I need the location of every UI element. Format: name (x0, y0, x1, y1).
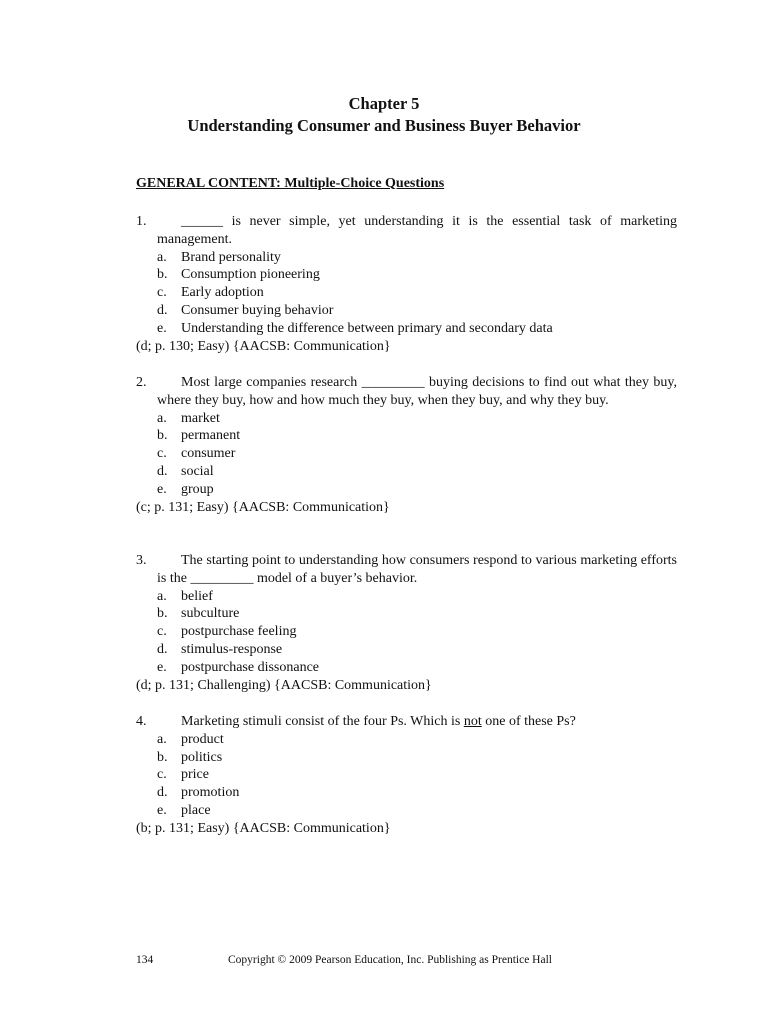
option-e (136, 659, 677, 677)
option-d (136, 302, 677, 320)
option-d (136, 641, 677, 659)
option-letter: a. (157, 410, 167, 426)
question-4 (136, 713, 677, 838)
option-text: Consumer buying behavior (181, 302, 334, 318)
question-2 (136, 374, 677, 516)
question-text-part: one of these Ps? (481, 714, 576, 729)
option-text: belief (181, 588, 213, 604)
page-number: 134 (136, 954, 154, 966)
option-b (136, 427, 677, 445)
option-a (136, 731, 677, 749)
option-letter: c. (157, 624, 167, 640)
option-letter: c. (157, 285, 167, 301)
option-e (136, 802, 677, 820)
option-letter: d. (157, 785, 168, 801)
option-text: consumer (181, 446, 236, 462)
copyright-notice: Copyright © 2009 Pearson Education, Inc. Publishing as Prentice Hall (228, 954, 552, 966)
option-letter: b. (157, 428, 168, 444)
option-letter: c. (157, 446, 167, 462)
option-text: Early adoption (181, 285, 264, 301)
answer-key: (d; p. 131; Challenging) {AACSB: Communication} (136, 677, 432, 693)
option-e (136, 481, 677, 499)
option-text: price (181, 767, 209, 783)
option-text: stimulus-response (181, 641, 283, 657)
option-letter: a. (157, 249, 167, 265)
option-text: Understanding the difference between primary and secondary data (181, 320, 553, 336)
question-stem (136, 374, 677, 410)
option-text: product (181, 731, 224, 747)
option-a (136, 249, 677, 267)
question-number: 3. (136, 553, 147, 568)
answer-key: (b; p. 131; Easy) {AACSB: Communication} (136, 820, 391, 836)
option-letter: a. (157, 731, 167, 747)
question-text: ______ is never simple, yet understanding it is the essential task of marketing management. (157, 214, 677, 247)
option-text: Consumption pioneering (181, 267, 320, 283)
option-letter: d. (157, 302, 168, 318)
option-letter: c. (157, 767, 167, 783)
question-text: Most large companies research _________ buying decisions to find out what they buy, where they buy, how and how much they buy, when they buy, and why they buy. (157, 375, 677, 408)
question-number: 2. (136, 375, 147, 390)
option-text: politics (181, 749, 223, 765)
option-text: postpurchase dissonance (181, 659, 320, 675)
question-stem (136, 713, 677, 731)
question-stem (136, 552, 677, 588)
option-letter: e. (157, 802, 167, 818)
chapter-title: Understanding Consumer and Business Buyer Behavior (187, 116, 581, 135)
option-a (136, 588, 677, 606)
option-d (136, 463, 677, 481)
option-text: group (181, 481, 214, 497)
option-letter: e. (157, 659, 167, 675)
option-text: permanent (181, 428, 241, 444)
chapter-number: Chapter 5 (348, 94, 420, 113)
option-b (136, 605, 677, 623)
option-text: place (181, 802, 211, 818)
option-letter: e. (157, 320, 167, 336)
option-letter: d. (157, 463, 168, 479)
option-text: market (181, 410, 220, 426)
option-letter: e. (157, 481, 167, 497)
option-letter: b. (157, 749, 168, 765)
question-stem (136, 213, 677, 249)
question-3 (136, 552, 677, 694)
option-text: social (181, 463, 214, 479)
option-c (136, 766, 677, 784)
option-c (136, 623, 677, 641)
option-letter: a. (157, 588, 167, 604)
option-text: promotion (181, 785, 240, 801)
section-heading: GENERAL CONTENT: Multiple-Choice Questions (136, 176, 445, 191)
option-e (136, 320, 677, 338)
option-d (136, 784, 677, 802)
option-letter: d. (157, 641, 168, 657)
option-letter: b. (157, 267, 168, 283)
answer-key: (c; p. 131; Easy) {AACSB: Communication} (136, 499, 390, 515)
emphasis-not: not (463, 714, 482, 729)
answer-key: (d; p. 130; Easy) {AACSB: Communication} (136, 338, 391, 354)
option-text: subculture (181, 606, 240, 622)
option-b (136, 749, 677, 767)
option-c (136, 445, 677, 463)
question-number: 1. (136, 214, 147, 229)
question-text-part: Marketing stimuli consist of the four Ps. Which is (181, 714, 464, 729)
question-text: The starting point to understanding how consumers respond to various marketing efforts is the _________ model of a buyer’s behavior. (157, 553, 677, 586)
question-text (157, 713, 677, 731)
option-letter: b. (157, 606, 168, 622)
option-c (136, 284, 677, 302)
question-number: 4. (136, 714, 147, 729)
question-1 (136, 213, 677, 355)
option-text: Brand personality (181, 249, 281, 265)
option-a (136, 410, 677, 428)
option-text: postpurchase feeling (181, 624, 297, 640)
option-b (136, 266, 677, 284)
